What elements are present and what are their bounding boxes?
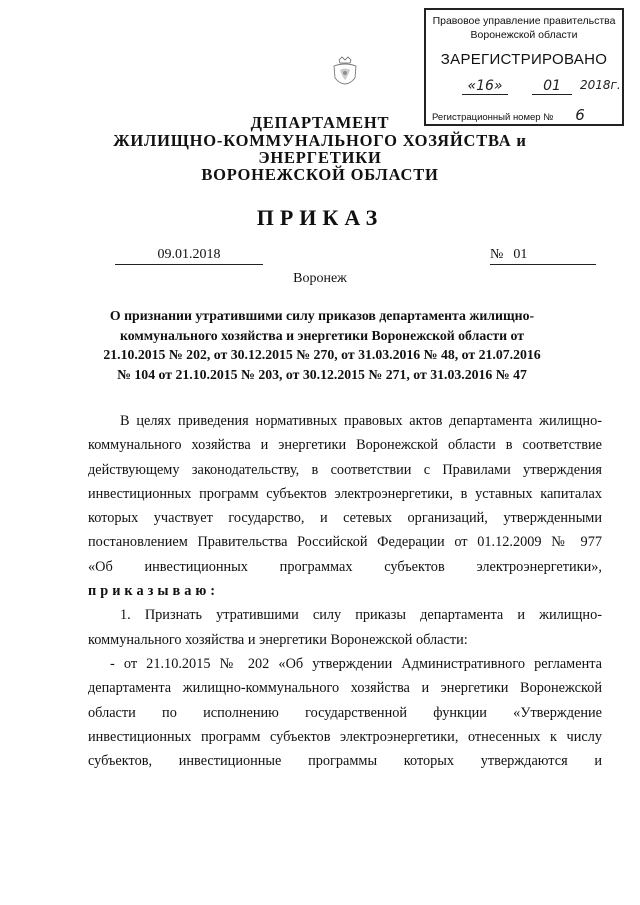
stamp-registered-text: ЗАРЕГИСТРИРОВАНО [440,51,608,68]
body-line: субъектов, инвестиционные программы которых утверждаются и [88,753,602,770]
subject-line: О признании утратившими силу приказов департамента жилищно- [109,308,535,323]
order-directive-text: приказываю: [88,583,220,600]
body-line: - от 21.10.2015 № 202 «Об утверждении Административного регламента [110,655,602,672]
order-date: 09.01.2018 [115,247,263,265]
body-line: инвестиционных программ субъектов электроэнергетики, в уставных капиталах [88,485,602,502]
department-name-line4: ВОРОНЕЖСКОЙ ОБЛАСТИ [201,165,439,184]
subject-line: № 104 от 21.10.2015 № 203, от 30.12.2015 № 271, от 31.03.2016 № 47 [117,366,527,382]
order-city: Воронеж [293,271,347,286]
order-number-label: № [490,247,504,262]
stamp-year: 2018г. [580,78,621,92]
subject-line: 21.10.2015 № 202, от 30.12.2015 № 270, от 31.03.2016 № 48, от 21.07.2016 [103,347,541,362]
body-line: В целях приведения нормативных правовых актов департамента жилищно- [120,413,602,429]
department-name-line3: ЭНЕРГЕТИКИ [258,148,382,167]
stamp-authority-line2: Воронежской области [470,29,578,41]
stamp-authority-line1: Правовое управление правительства [432,15,616,27]
stamp-date-row [440,78,621,98]
order-body [88,409,602,773]
body-line: области по исполнению государственной функции «Утверждение [88,704,602,721]
document-type-title: ПРИКАЗ [256,205,384,230]
body-line: 1. Признать утратившими силу приказы департамента и жилищно- [120,607,602,624]
order-number-value: 01 [513,247,528,262]
subject-line: коммунального хозяйства и энергетики Воронежской области от [119,327,525,343]
coat-of-arms-emblem [330,56,360,92]
stamp-reg-number-value: 6 [556,106,604,125]
stamp-month: 01 [532,78,572,95]
stamp-reg-number-label: Регистрационный номер № [432,112,554,123]
body-line: которых участвует государство, и сетевых организаций, утвержденными [88,510,602,527]
department-name-line1: ДЕПАРТАМЕНТ [250,113,390,132]
body-line: постановлением Правительства Российской Федерации от 01.12.2009 № 977 [88,534,602,551]
body-line: «Об инвестиционных программах субъектов электроэнергетики», [88,558,602,575]
department-name-line2: ЖИЛИЩНО-КОММУНАЛЬНОГО ХОЗЯЙСТВА и [113,131,527,150]
order-number [490,247,596,265]
body-line: действующему законодательству, в соответствии с Правилами утверждения [88,461,602,478]
registration-stamp [424,8,624,126]
order-subject [96,306,548,384]
stamp-day: «16» [462,78,508,95]
body-line: коммунального хозяйства и энергетики Воронежской области в соответствие [88,437,602,454]
order-directive-word [88,579,602,603]
body-line: департамента жилищно-коммунального хозяйства и энергетики Воронежской [88,680,602,697]
body-line: инвестиционных программ субъектов электроэнергетики, отнесенных к числу [88,728,602,745]
body-line: коммунального хозяйства и энергетики Воронежской области: [88,631,468,648]
